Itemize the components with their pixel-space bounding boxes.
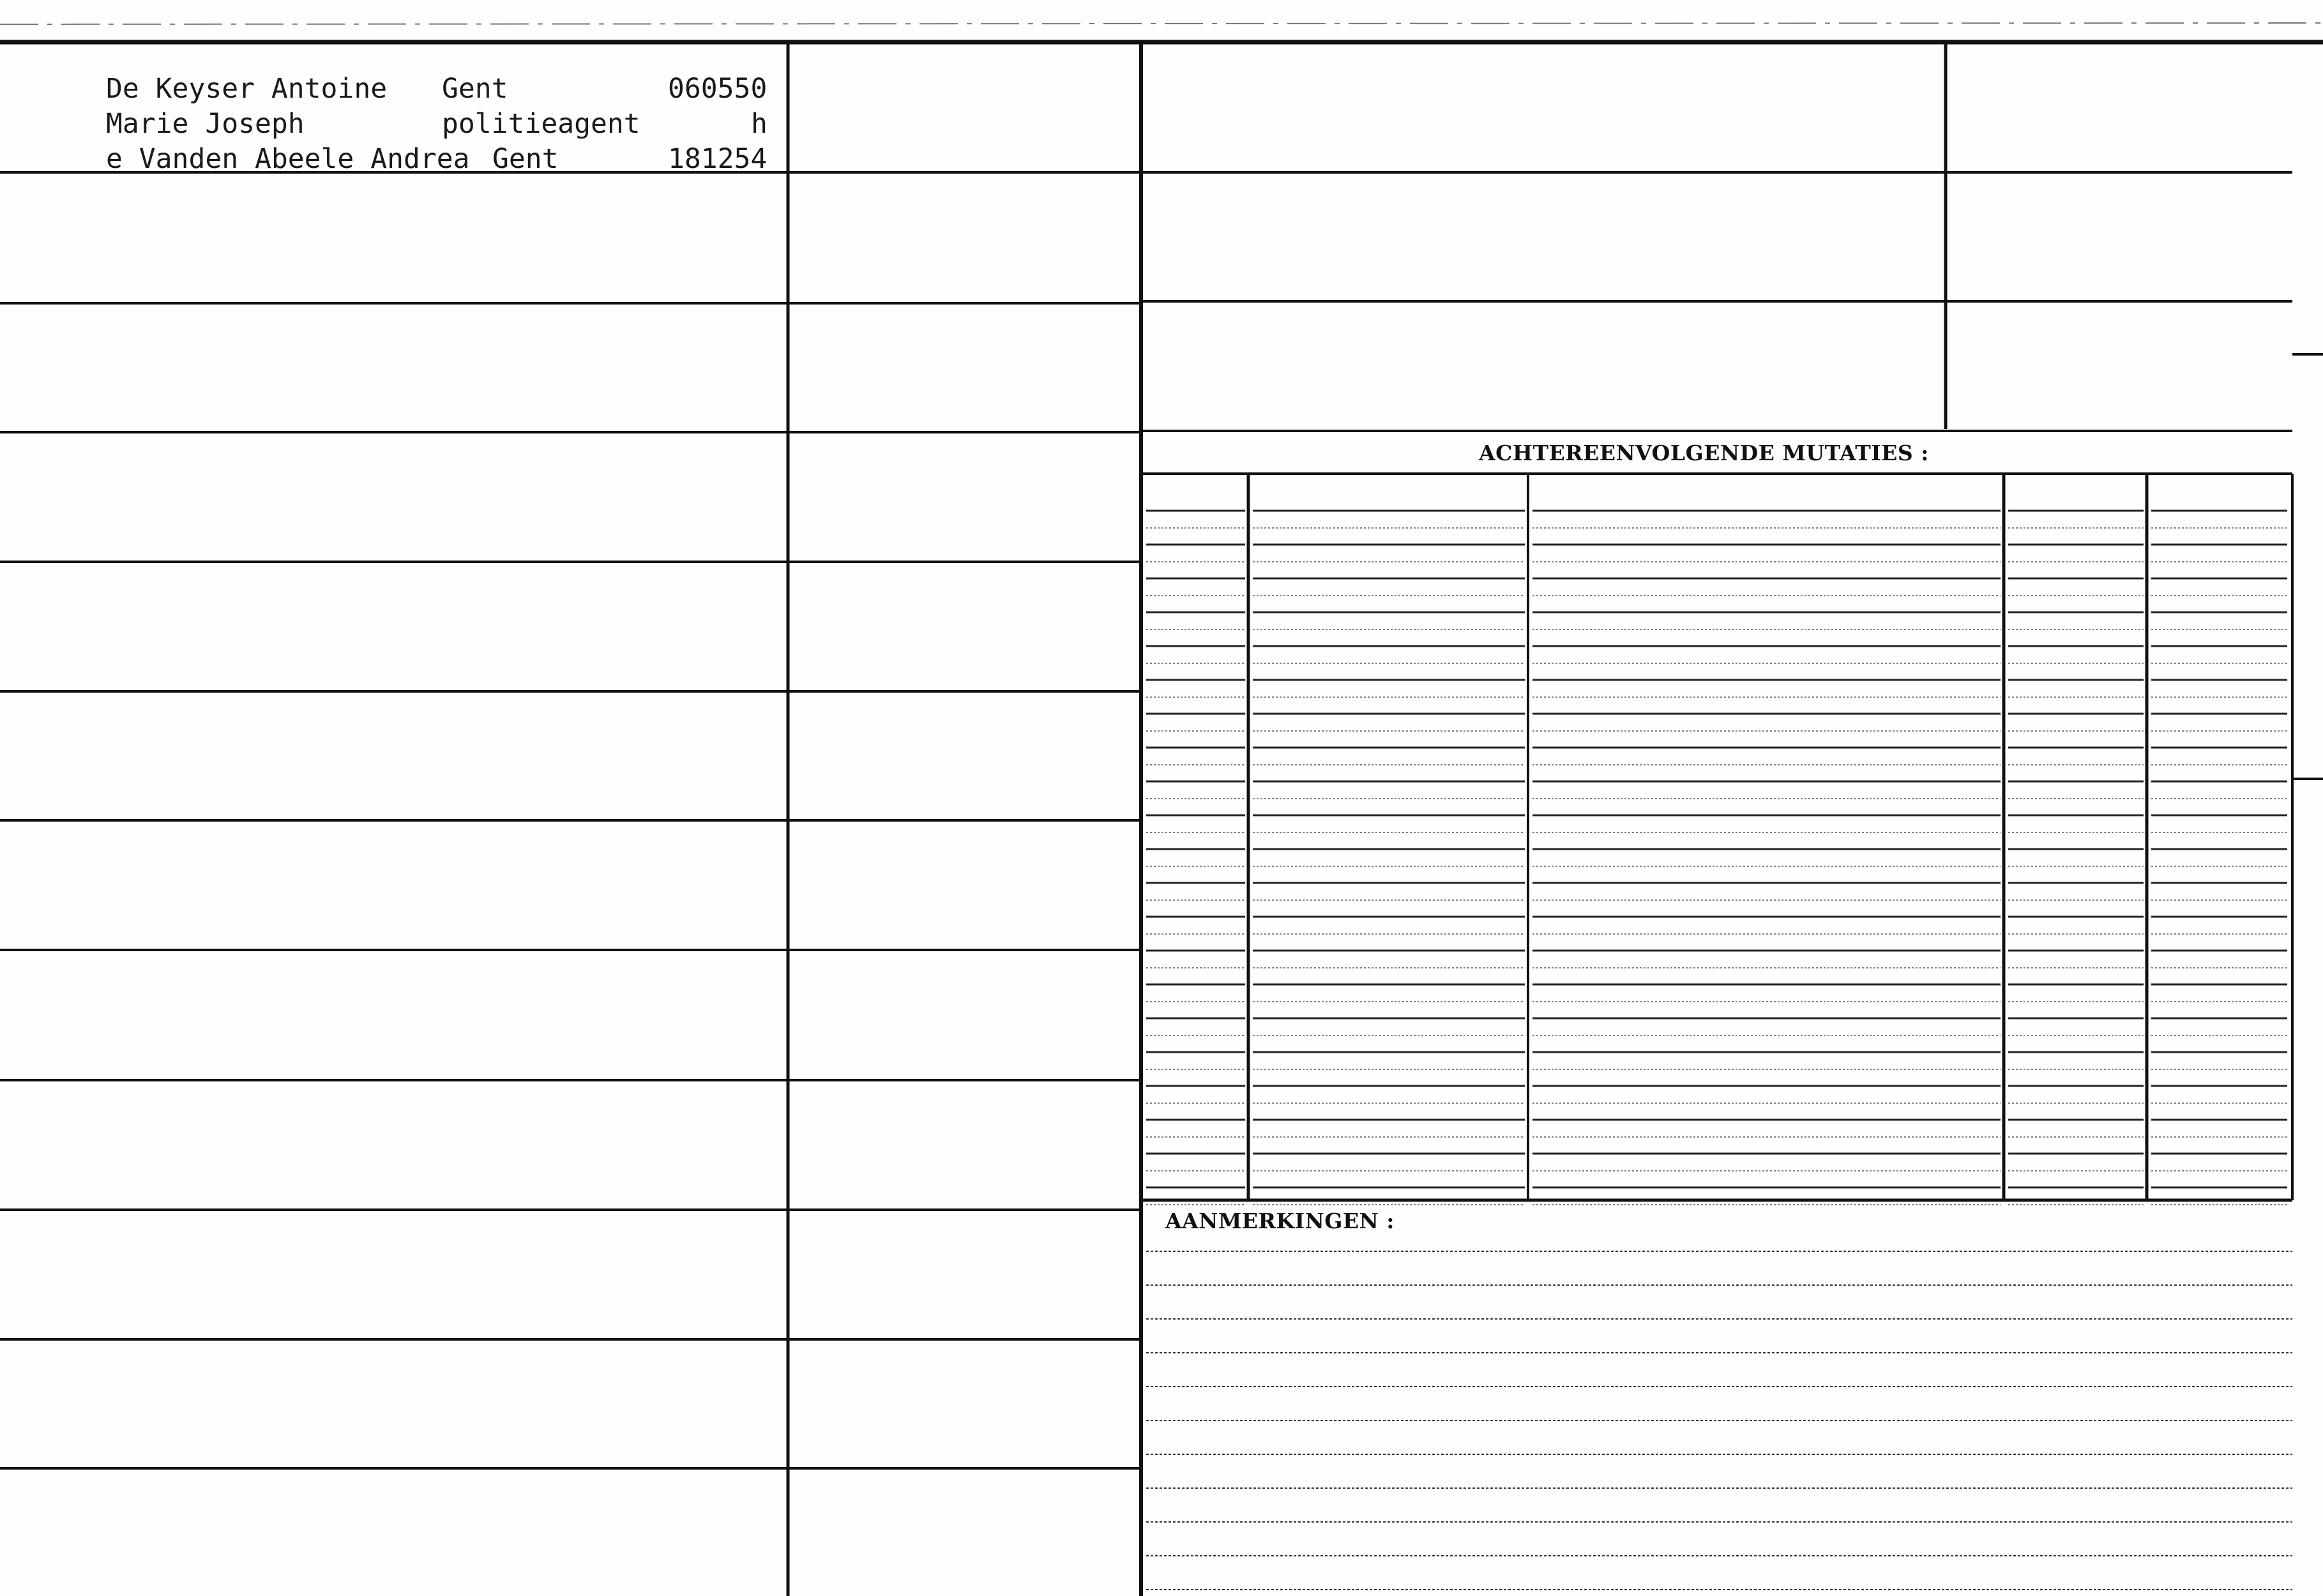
remarks-heading: AANMERKINGEN : [1165,1208,1395,1233]
entry-number-1: 060550 [668,73,768,105]
entry-occupation-2: politieagent [442,108,640,140]
entry-place-3: Gent [492,143,559,175]
entry-name-2: Marie Joseph [106,108,305,140]
entry-place-1: Gent [442,73,508,105]
entry-name-3: e Vanden Abeele Andrea [106,143,470,175]
mutations-heading: ACHTEREENVOLGENDE MUTATIES : [1479,440,1929,465]
entry-number-3: 181254 [668,143,768,175]
remarks-lines [1146,1251,2292,1590]
entry-name-1: De Keyser Antoine [106,73,388,105]
mutations-table-rows [1146,511,2287,1205]
entry-mark-2: h [751,108,768,140]
